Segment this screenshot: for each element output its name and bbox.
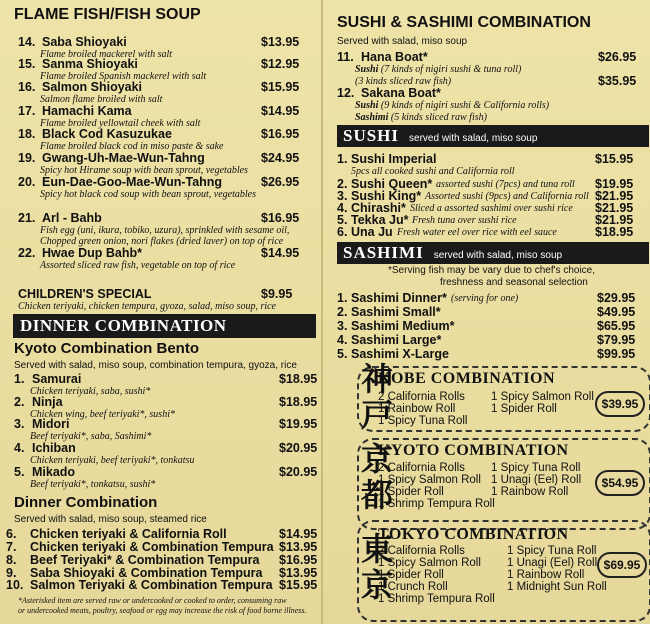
childrens-special-price: $9.95	[261, 287, 293, 301]
flame-item-name: Saba Shioyaki	[42, 35, 127, 49]
hana-boat-desc-2: (3 kinds sliced raw fish)	[355, 76, 452, 87]
kyoto-kanji-1: 京	[361, 440, 394, 478]
hana-boat-price-2: $35.95	[598, 74, 637, 88]
bento-item-price: $19.95	[279, 417, 318, 431]
sushi-item-price: $21.95	[595, 189, 634, 203]
sushi-item-price: $15.95	[595, 152, 634, 166]
kyoto-bento-title: Kyoto Combination Bento	[14, 340, 199, 357]
sushi-item-desc: assorted sushi (7pcs) and tuna roll	[436, 179, 575, 190]
kobe-price: $39.95	[595, 391, 645, 417]
bento-item-desc: Chicken teriyaki, saba, sushi*	[30, 386, 151, 397]
sushi-item-name: Sushi King*	[351, 189, 422, 203]
kobe-roll-item: 1 Spider Roll	[491, 403, 557, 415]
tokyo-roll-item: 1 Spicy Tuna Roll	[507, 545, 597, 557]
flame-item-price: $24.95	[261, 151, 300, 165]
dinner-item-price: $13.95	[279, 540, 318, 554]
dinner-item-name: Beef Teriyaki* & Combination Tempura	[30, 553, 260, 567]
bento-item-desc: Chicken wing, beef teriyaki*, sushi*	[30, 409, 175, 420]
flame-item-desc-2: Chopped green onion, nori flakes (dried laver) on top of rice	[40, 236, 284, 247]
flame-item-name: Hamachi Kama	[42, 104, 132, 118]
disclaimer-line-1: *Asterisked item are served raw or undercooked or cooked to order, consuming raw	[18, 596, 287, 605]
sashimi-note-2: freshness and seasonal selection	[440, 277, 588, 288]
sashimi-item-price: $99.95	[597, 347, 636, 361]
bento-item-num: 3.	[14, 417, 25, 431]
bento-item-desc: Chicken teriyaki, beef teriyaki*, tonkatsu	[30, 455, 195, 466]
bento-item-desc: Beef teriyaki*, saba, Sashimi*	[30, 431, 152, 442]
tokyo-roll-item: 1 Midnight Sun Roll	[507, 581, 607, 593]
sushi-item-price: $21.95	[595, 213, 634, 227]
kobe-roll-item: 1 Spicy Tuna Roll	[378, 415, 468, 427]
hana-boat-desc-1-text: (7 kinds of nigiri sushi & tuna roll)	[378, 64, 522, 75]
dinner-item-num: 10.	[6, 578, 24, 592]
kyoto-roll-item: 1 Spicy Tuna Roll	[491, 462, 581, 474]
sakana-boat-num: 12.	[337, 86, 355, 100]
flame-item-price: $16.95	[261, 127, 300, 141]
hana-boat-name: Hana Boat*	[361, 50, 428, 64]
flame-item-name: Black Cod Kasuzukae	[42, 127, 172, 141]
sushi-banner	[337, 125, 649, 147]
sushi-item-num: 3.	[337, 189, 348, 203]
flame-item-num: 21.	[18, 211, 36, 225]
kyoto-combination-title: KYOTO COMBINATION	[378, 442, 569, 459]
bento-item-name: Ichiban	[32, 441, 76, 455]
flame-item-num: 15.	[18, 57, 36, 71]
sushi-item-price: $19.95	[595, 177, 634, 191]
tokyo-roll-item: 1 Spicy Salmon Roll	[378, 557, 481, 569]
sakana-boat-desc-2-text: (5 kinds sliced raw fish)	[388, 112, 487, 123]
flame-item-num: 17.	[18, 104, 36, 118]
flame-item-name: Salmon Shioyaki	[42, 80, 143, 94]
sakana-boat-desc-1-label: Sushi	[355, 100, 379, 111]
sushi-item-num: 6.	[337, 225, 348, 239]
tokyo-roll-item: 1 Shrimp Tempura Roll	[378, 593, 495, 605]
sushi-item-desc: Sliced a assorted sashimi over sushi rice	[410, 203, 573, 214]
kyoto-roll-item: 1 Unagi (Eel) Roll	[491, 474, 582, 486]
sushi-item-desc: Fresh water eel over rice with eel sauce	[397, 227, 557, 238]
sashimi-item-name: Sashimi Large*	[351, 333, 442, 347]
page-fold-divider	[321, 0, 323, 624]
dinner-item-name: Chicken teriyaki & California Roll	[30, 527, 227, 541]
flame-item-desc: Assorted sliced raw fish, vegetable on top of rice	[40, 260, 236, 271]
childrens-special-name: CHILDREN'S SPECIAL	[18, 287, 152, 301]
flame-item-name: Sanma Shioyaki	[42, 57, 138, 71]
flame-item-desc: Flame broiled black cod in miso paste & sake	[40, 141, 224, 152]
dinner-combination-banner: DINNER COMBINATION	[13, 314, 316, 338]
sashimi-item-num: 2.	[337, 305, 348, 319]
hana-boat-num: 11.	[337, 50, 354, 64]
sushi-item-num: 4.	[337, 201, 348, 215]
sashimi-note-1: *Serving fish may be vary due to chef's choice,	[388, 265, 596, 276]
sushi-item-price: $18.95	[595, 225, 634, 239]
sashimi-banner-title: SASHIMI	[343, 243, 424, 262]
kyoto-price: $54.95	[595, 470, 645, 496]
bento-item-price: $20.95	[279, 465, 318, 479]
flame-item-price: $12.95	[261, 57, 300, 71]
flame-item-num: 14.	[18, 35, 36, 49]
kyoto-roll-item: 1 Spider Roll	[378, 486, 444, 498]
dinner-item-name: Saba Shioyaki & Combination Tempura	[30, 566, 263, 580]
tokyo-price: $69.95	[597, 552, 647, 578]
sushi-item-name: Chirashi*	[351, 201, 406, 215]
dinner-item-price: $15.95	[279, 578, 318, 592]
kyoto-bento-note: Served with salad, miso soup, combination tempura, gyoza, rice	[14, 360, 297, 371]
sashimi-item-name: Sashimi Small*	[351, 305, 441, 319]
bento-item-price: $18.95	[279, 372, 318, 386]
sakana-boat-desc-1-text: (9 kinds of nigiri sushi & California rolls)	[378, 100, 550, 111]
tokyo-roll-item: 1 Spider Roll	[378, 569, 444, 581]
sakana-boat-desc-1	[355, 100, 549, 111]
kobe-combination-title: KOBE COMBINATION	[378, 370, 556, 387]
sashimi-item-price: $29.95	[597, 291, 636, 305]
kobe-roll-item: 2 California Rolls	[378, 391, 465, 403]
kyoto-roll-item: 1 Rainbow Roll	[491, 486, 569, 498]
sakana-boat-name: Sakana Boat*	[361, 86, 441, 100]
sushi-imperial-desc: 5pcs all cooked sushi and California roll	[351, 166, 515, 177]
flame-item-desc: Spicy hot Hirame soup with bean sprout, vegetables	[40, 165, 248, 176]
sashimi-item-num: 3.	[337, 319, 348, 333]
flame-item-desc: Fish egg (uni, ikura, tobiko, uzura), sprinkled with sesame oil,	[40, 225, 290, 236]
flame-item-num: 18.	[18, 127, 36, 141]
sushi-item-num: 2.	[337, 177, 348, 191]
flame-fish-title: FLAME FISH/FISH SOUP	[14, 6, 201, 23]
disclaimer-line-2: or undercooked meats, poultry, seafood or egg may increase the risk of food borne illness.	[18, 606, 307, 615]
sashimi-item-price: $79.95	[597, 333, 636, 347]
flame-item-name: Gwang-Uh-Mae-Wun-Tahng	[42, 151, 205, 165]
flame-item-desc: Flame broiled yellowtail cheek with salt	[40, 118, 201, 129]
dinner-item-name: Salmon Teriyaki & Combination Tempura	[30, 578, 273, 592]
kyoto-roll-item: 1 Spicy Salmon Roll	[378, 474, 481, 486]
sashimi-item-price: $49.95	[597, 305, 636, 319]
bento-item-name: Samurai	[32, 372, 82, 386]
sakana-boat-desc-2	[355, 112, 487, 123]
sushi-item-name: Tekka Ju*	[351, 213, 409, 227]
dinner-item-price: $16.95	[279, 553, 318, 567]
flame-item-num: 16.	[18, 80, 36, 94]
sushi-sashimi-combo-note: Served with salad, miso soup	[337, 36, 468, 47]
sashimi-item-num: 4.	[337, 333, 348, 347]
bento-item-num: 2.	[14, 395, 25, 409]
dinner-item-num: 8.	[6, 553, 17, 567]
bento-item-num: 5.	[14, 465, 25, 479]
dinner-combination-title: Dinner Combination	[14, 494, 158, 511]
kobe-kanji-2: 戸	[361, 396, 394, 434]
tokyo-roll-item: 1 Unagi (Eel) Roll	[507, 557, 598, 569]
flame-item-desc: Salmon flame broiled with salt	[40, 94, 163, 105]
flame-item-num: 19.	[18, 151, 36, 165]
kyoto-roll-item: 1 Shrimp Tempura Roll	[378, 498, 495, 510]
bento-item-name: Midori	[32, 417, 70, 431]
flame-item-name: Arl - Bahb	[42, 211, 102, 225]
bento-item-name: Ninja	[32, 395, 63, 409]
sushi-item-desc: Fresh tuna over sushi rice	[412, 215, 517, 226]
dinner-item-num: 7.	[6, 540, 17, 554]
sushi-item-name: Sushi Queen*	[351, 177, 433, 191]
flame-item-price: $26.95	[261, 175, 300, 189]
sushi-item-name: Sushi Imperial	[351, 152, 437, 166]
bento-item-num: 4.	[14, 441, 25, 455]
flame-item-name: Hwae Dup Bahb*	[42, 246, 143, 260]
sushi-item-name: Una Ju	[351, 225, 393, 239]
sushi-item-num: 1.	[337, 152, 348, 166]
tokyo-roll-item: 2 California Rolls	[378, 545, 465, 557]
flame-item-num: 22.	[18, 246, 36, 260]
flame-item-desc: Flame broiled Spanish mackerel with salt	[40, 71, 207, 82]
dinner-item-num: 6.	[6, 527, 17, 541]
flame-item-name: Eun-Dae-Goo-Mae-Wun-Tahng	[42, 175, 223, 189]
flame-item-price: $14.95	[261, 246, 300, 260]
bento-item-name: Mikado	[32, 465, 76, 479]
hana-boat-desc-1	[355, 64, 521, 75]
flame-item-num: 20.	[18, 175, 36, 189]
kyoto-roll-item: 2 California Rolls	[378, 462, 465, 474]
kyoto-kanji-2: 都	[361, 476, 394, 514]
sashimi-item-num: 1.	[337, 291, 348, 305]
sashimi-item-desc: (serving for one)	[451, 293, 519, 304]
flame-item-price: $14.95	[261, 104, 300, 118]
sakana-boat-desc-2-label: Sashimi	[355, 112, 389, 123]
hana-boat-price: $26.95	[598, 50, 637, 64]
tokyo-roll-item: 1 Crunch Roll	[378, 581, 448, 593]
sushi-item-price: $21.95	[595, 201, 634, 215]
bento-item-price: $18.95	[279, 395, 318, 409]
childrens-special-desc: Chicken teriyaki, chicken tempura, gyoza, salad, miso soup, rice	[18, 301, 276, 312]
dinner-item-price: $13.95	[279, 566, 318, 580]
sushi-item-num: 5.	[337, 213, 348, 227]
sashimi-item-num: 5.	[337, 347, 348, 361]
sushi-banner-note: served with salad, miso soup	[409, 133, 538, 144]
sashimi-item-name: Sashimi X-Large	[351, 347, 449, 361]
flame-item-desc: Flame broiled mackerel with salt	[40, 49, 173, 60]
tokyo-roll-item: 1 Rainbow Roll	[507, 569, 585, 581]
bento-item-num: 1.	[14, 372, 25, 386]
flame-item-price: $15.95	[261, 80, 300, 94]
sashimi-banner	[337, 242, 649, 264]
dinner-item-price: $14.95	[279, 527, 318, 541]
bento-item-desc: Beef teriyaki*, tonkatsu, sushi*	[30, 479, 156, 490]
sashimi-item-price: $65.95	[597, 319, 636, 333]
kobe-roll-item: 1 Spicy Salmon Roll	[491, 391, 594, 403]
flame-item-desc: Spicy hot black cod soup with bean sprout, vegetables	[40, 189, 256, 200]
bento-item-price: $20.95	[279, 441, 318, 455]
sushi-banner-title: SUSHI	[343, 126, 400, 145]
flame-item-price: $16.95	[261, 211, 300, 225]
sushi-sashimi-combo-title: SUSHI & SASHIMI COMBINATION	[337, 14, 591, 31]
sashimi-item-name: Sashimi Medium*	[351, 319, 455, 333]
sashimi-banner-note: served with salad, miso soup	[433, 250, 563, 261]
dinner-item-name: Chicken teriyaki & Combination Tempura	[30, 540, 274, 554]
kobe-kanji-1: 神	[361, 360, 394, 398]
sashimi-item-name: Sashimi Dinner*	[351, 291, 447, 305]
sushi-item-desc: Assorted sushi (9pcs) and California roll	[425, 191, 589, 202]
tokyo-kanji-2: 京	[361, 566, 394, 604]
tokyo-kanji-1: 東	[361, 530, 394, 568]
flame-item-price: $13.95	[261, 35, 300, 49]
hana-boat-desc-1-label: Sushi	[355, 64, 379, 75]
dinner-item-num: 9.	[6, 566, 17, 580]
kobe-roll-item: 1 Rainbow Roll	[378, 403, 456, 415]
dinner-combination-note: Served with salad, miso soup, steamed rice	[14, 514, 207, 525]
tokyo-combination-title: TOKYO COMBINATION	[378, 526, 569, 543]
